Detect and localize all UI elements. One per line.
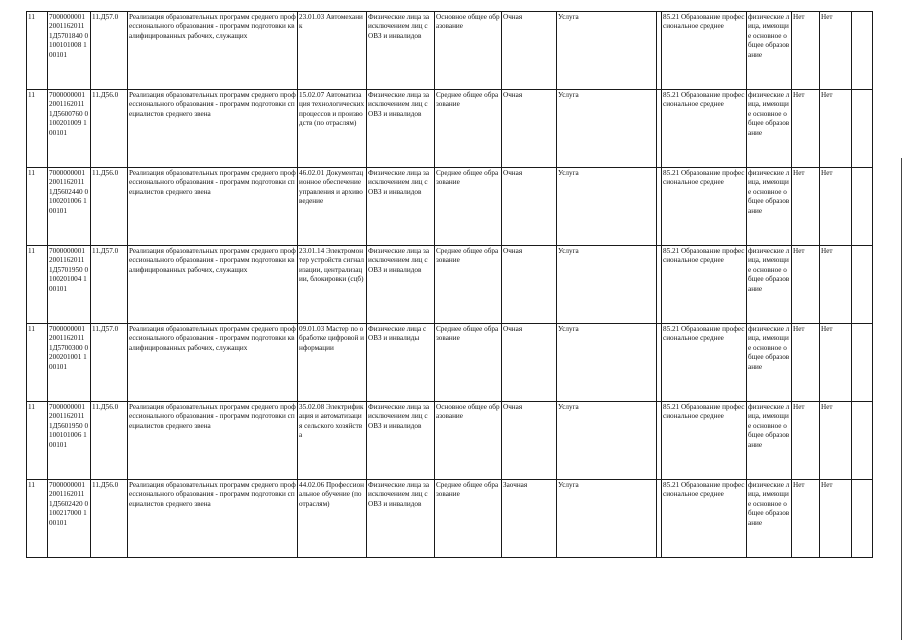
cell-consumer-description: физические лица, имеющие основное общее образование [747,168,792,246]
cell-row-number: 11 [27,480,48,558]
cell-education-level: Основное общее образование [435,12,502,90]
cell-flag-a: Нет [792,480,820,558]
cell-education-level: Среднее общее образование [435,90,502,168]
cell-flag-b: Нет [820,480,852,558]
table-row [27,324,873,402]
cell-flag-a: Нет [792,324,820,402]
cell-registry-code: 7000000001 2001162011 1Д5600760 0100201009 100101 [48,90,91,168]
cell-registry-code: 7000000001 2001162011 1Д5602420 0100217000 100101 [48,480,91,558]
cell-flag-a: Нет [792,402,820,480]
cell-consumer-category: Физические лица за исключением лиц с ОВЗ и инвалидов [367,480,435,558]
cell-study-form: Заочная [502,480,557,558]
cell-flag-b: Нет [820,246,852,324]
cell-service-code: 11.Д57.0 [91,324,128,402]
cell-flag-b: Нет [820,324,852,402]
cell-empty-cell-end [852,90,873,168]
cell-service-code: 11.Д57.0 [91,246,128,324]
cell-service-name: Реализация образовательных программ среднего профессионального образования - программ подготовки квалифицированных рабочих, служащих [128,12,298,90]
cell-service-type: Услуга [557,246,657,324]
cell-consumer-category: Физические лица за исключением лиц с ОВЗ и инвалидов [367,246,435,324]
cell-education-level: Среднее общее образование [435,168,502,246]
cell-empty-cell-end [852,324,873,402]
cell-registry-code: 7000000001 2001162011 1Д5701840 0100101008 100101 [48,12,91,90]
cell-service-name: Реализация образовательных программ среднего профессионального образования - программ подготовки специалистов среднего звена [128,480,298,558]
cell-education-level: Среднее общее образование [435,246,502,324]
cell-specialty: 46.02.01 Документационное обеспечение управления и архивоведение [298,168,367,246]
cell-registry-code: 7000000001 2001162011 1Д5602440 0100201006 100101 [48,168,91,246]
cell-okved: 85.21 Образование профессиональное среднее [662,246,747,324]
cell-education-level: Основное общее образование [435,402,502,480]
cell-row-number: 11 [27,246,48,324]
cell-service-code: 11.Д56.0 [91,90,128,168]
cell-consumer-category: Физические лица с ОВЗ и инвалиды [367,324,435,402]
services-register-table [26,11,873,558]
cell-specialty: 44.02.06 Профессиональное обучение (по отраслям) [298,480,367,558]
cell-empty-cell-end [852,246,873,324]
cell-service-type: Услуга [557,12,657,90]
cell-study-form: Очная [502,168,557,246]
cell-empty-cell-end [852,402,873,480]
table-row [27,12,873,90]
cell-service-code: 11.Д56.0 [91,168,128,246]
cell-flag-a: Нет [792,246,820,324]
table-row [27,168,873,246]
cell-flag-a: Нет [792,12,820,90]
cell-consumer-category: Физические лица за исключением лиц с ОВЗ и инвалидов [367,168,435,246]
cell-specialty: 15.02.07 Автоматизация технологических процессов и производств (по отраслям) [298,90,367,168]
cell-row-number: 11 [27,402,48,480]
table-body [27,12,873,558]
table-row [27,402,873,480]
cell-flag-b: Нет [820,402,852,480]
table-row [27,480,873,558]
cell-service-name: Реализация образовательных программ среднего профессионального образования - программ подготовки специалистов среднего звена [128,168,298,246]
cell-registry-code: 7000000001 2001162011 1Д5700300 0200201001 100101 [48,324,91,402]
cell-service-name: Реализация образовательных программ среднего профессионального образования - программ подготовки квалифицированных рабочих, служащих [128,324,298,402]
cell-specialty: 23.01.03 Автомеханик [298,12,367,90]
cell-consumer-description: физические лица, имеющие основное общее образование [747,324,792,402]
cell-consumer-description: физические лица, имеющие основное общее образование [747,402,792,480]
cell-service-type: Услуга [557,480,657,558]
cell-study-form: Очная [502,246,557,324]
cell-flag-b: Нет [820,90,852,168]
cell-registry-code: 7000000001 2001162011 1Д5701950 0100201004 100101 [48,246,91,324]
cell-consumer-category: Физические лица за исключением лиц с ОВЗ и инвалидов [367,12,435,90]
cell-okved: 85.21 Образование профессиональное среднее [662,12,747,90]
cell-service-code: 11.Д57.0 [91,12,128,90]
cell-service-name: Реализация образовательных программ среднего профессионального образования - программ подготовки специалистов среднего звена [128,402,298,480]
cell-specialty: 23.01.14 Электромонтер устройств сигнализации, централизации, блокировки (сцб) [298,246,367,324]
cell-row-number: 11 [27,168,48,246]
cell-consumer-description: физические лица, имеющие основное общее образование [747,12,792,90]
cell-okved: 85.21 Образование профессиональное среднее [662,402,747,480]
cell-service-type: Услуга [557,402,657,480]
page-edge-line [901,158,902,640]
cell-empty-cell-end [852,12,873,90]
cell-study-form: Очная [502,402,557,480]
cell-study-form: Очная [502,12,557,90]
cell-service-name: Реализация образовательных программ среднего профессионального образования - программ подготовки специалистов среднего звена [128,90,298,168]
cell-service-name: Реализация образовательных программ среднего профессионального образования - программ подготовки квалифицированных рабочих, служащих [128,246,298,324]
cell-consumer-description: физические лица, имеющие основное общее образование [747,246,792,324]
cell-study-form: Очная [502,90,557,168]
table-row [27,246,873,324]
cell-okved: 85.21 Образование профессиональное среднее [662,324,747,402]
cell-okved: 85.21 Образование профессиональное среднее [662,90,747,168]
cell-service-type: Услуга [557,90,657,168]
cell-flag-b: Нет [820,12,852,90]
cell-consumer-category: Физические лица за исключением лиц с ОВЗ и инвалидов [367,402,435,480]
cell-specialty: 09.01.03 Мастер по обработке цифровой информации [298,324,367,402]
cell-specialty: 35.02.08 Электрификация и автоматизация сельского хозяйства [298,402,367,480]
cell-row-number: 11 [27,90,48,168]
cell-row-number: 11 [27,12,48,90]
cell-flag-a: Нет [792,168,820,246]
cell-flag-b: Нет [820,168,852,246]
cell-okved: 85.21 Образование профессиональное среднее [662,168,747,246]
cell-consumer-category: Физические лица за исключением лиц с ОВЗ и инвалидов [367,90,435,168]
table-row [27,90,873,168]
cell-service-type: Услуга [557,168,657,246]
cell-service-type: Услуга [557,324,657,402]
cell-flag-a: Нет [792,90,820,168]
cell-education-level: Среднее общее образование [435,324,502,402]
cell-study-form: Очная [502,324,557,402]
cell-empty-cell-end [852,168,873,246]
cell-consumer-description: физические лица, имеющие основное общее образование [747,480,792,558]
cell-empty-cell-end [852,480,873,558]
cell-service-code: 11.Д56.0 [91,402,128,480]
cell-row-number: 11 [27,324,48,402]
cell-registry-code: 7000000001 2001162011 1Д5601950 0100101006 100101 [48,402,91,480]
cell-service-code: 11.Д56.0 [91,480,128,558]
cell-education-level: Среднее общее образование [435,480,502,558]
cell-consumer-description: физические лица, имеющие основное общее образование [747,90,792,168]
cell-okved: 85.21 Образование профессиональное среднее [662,480,747,558]
